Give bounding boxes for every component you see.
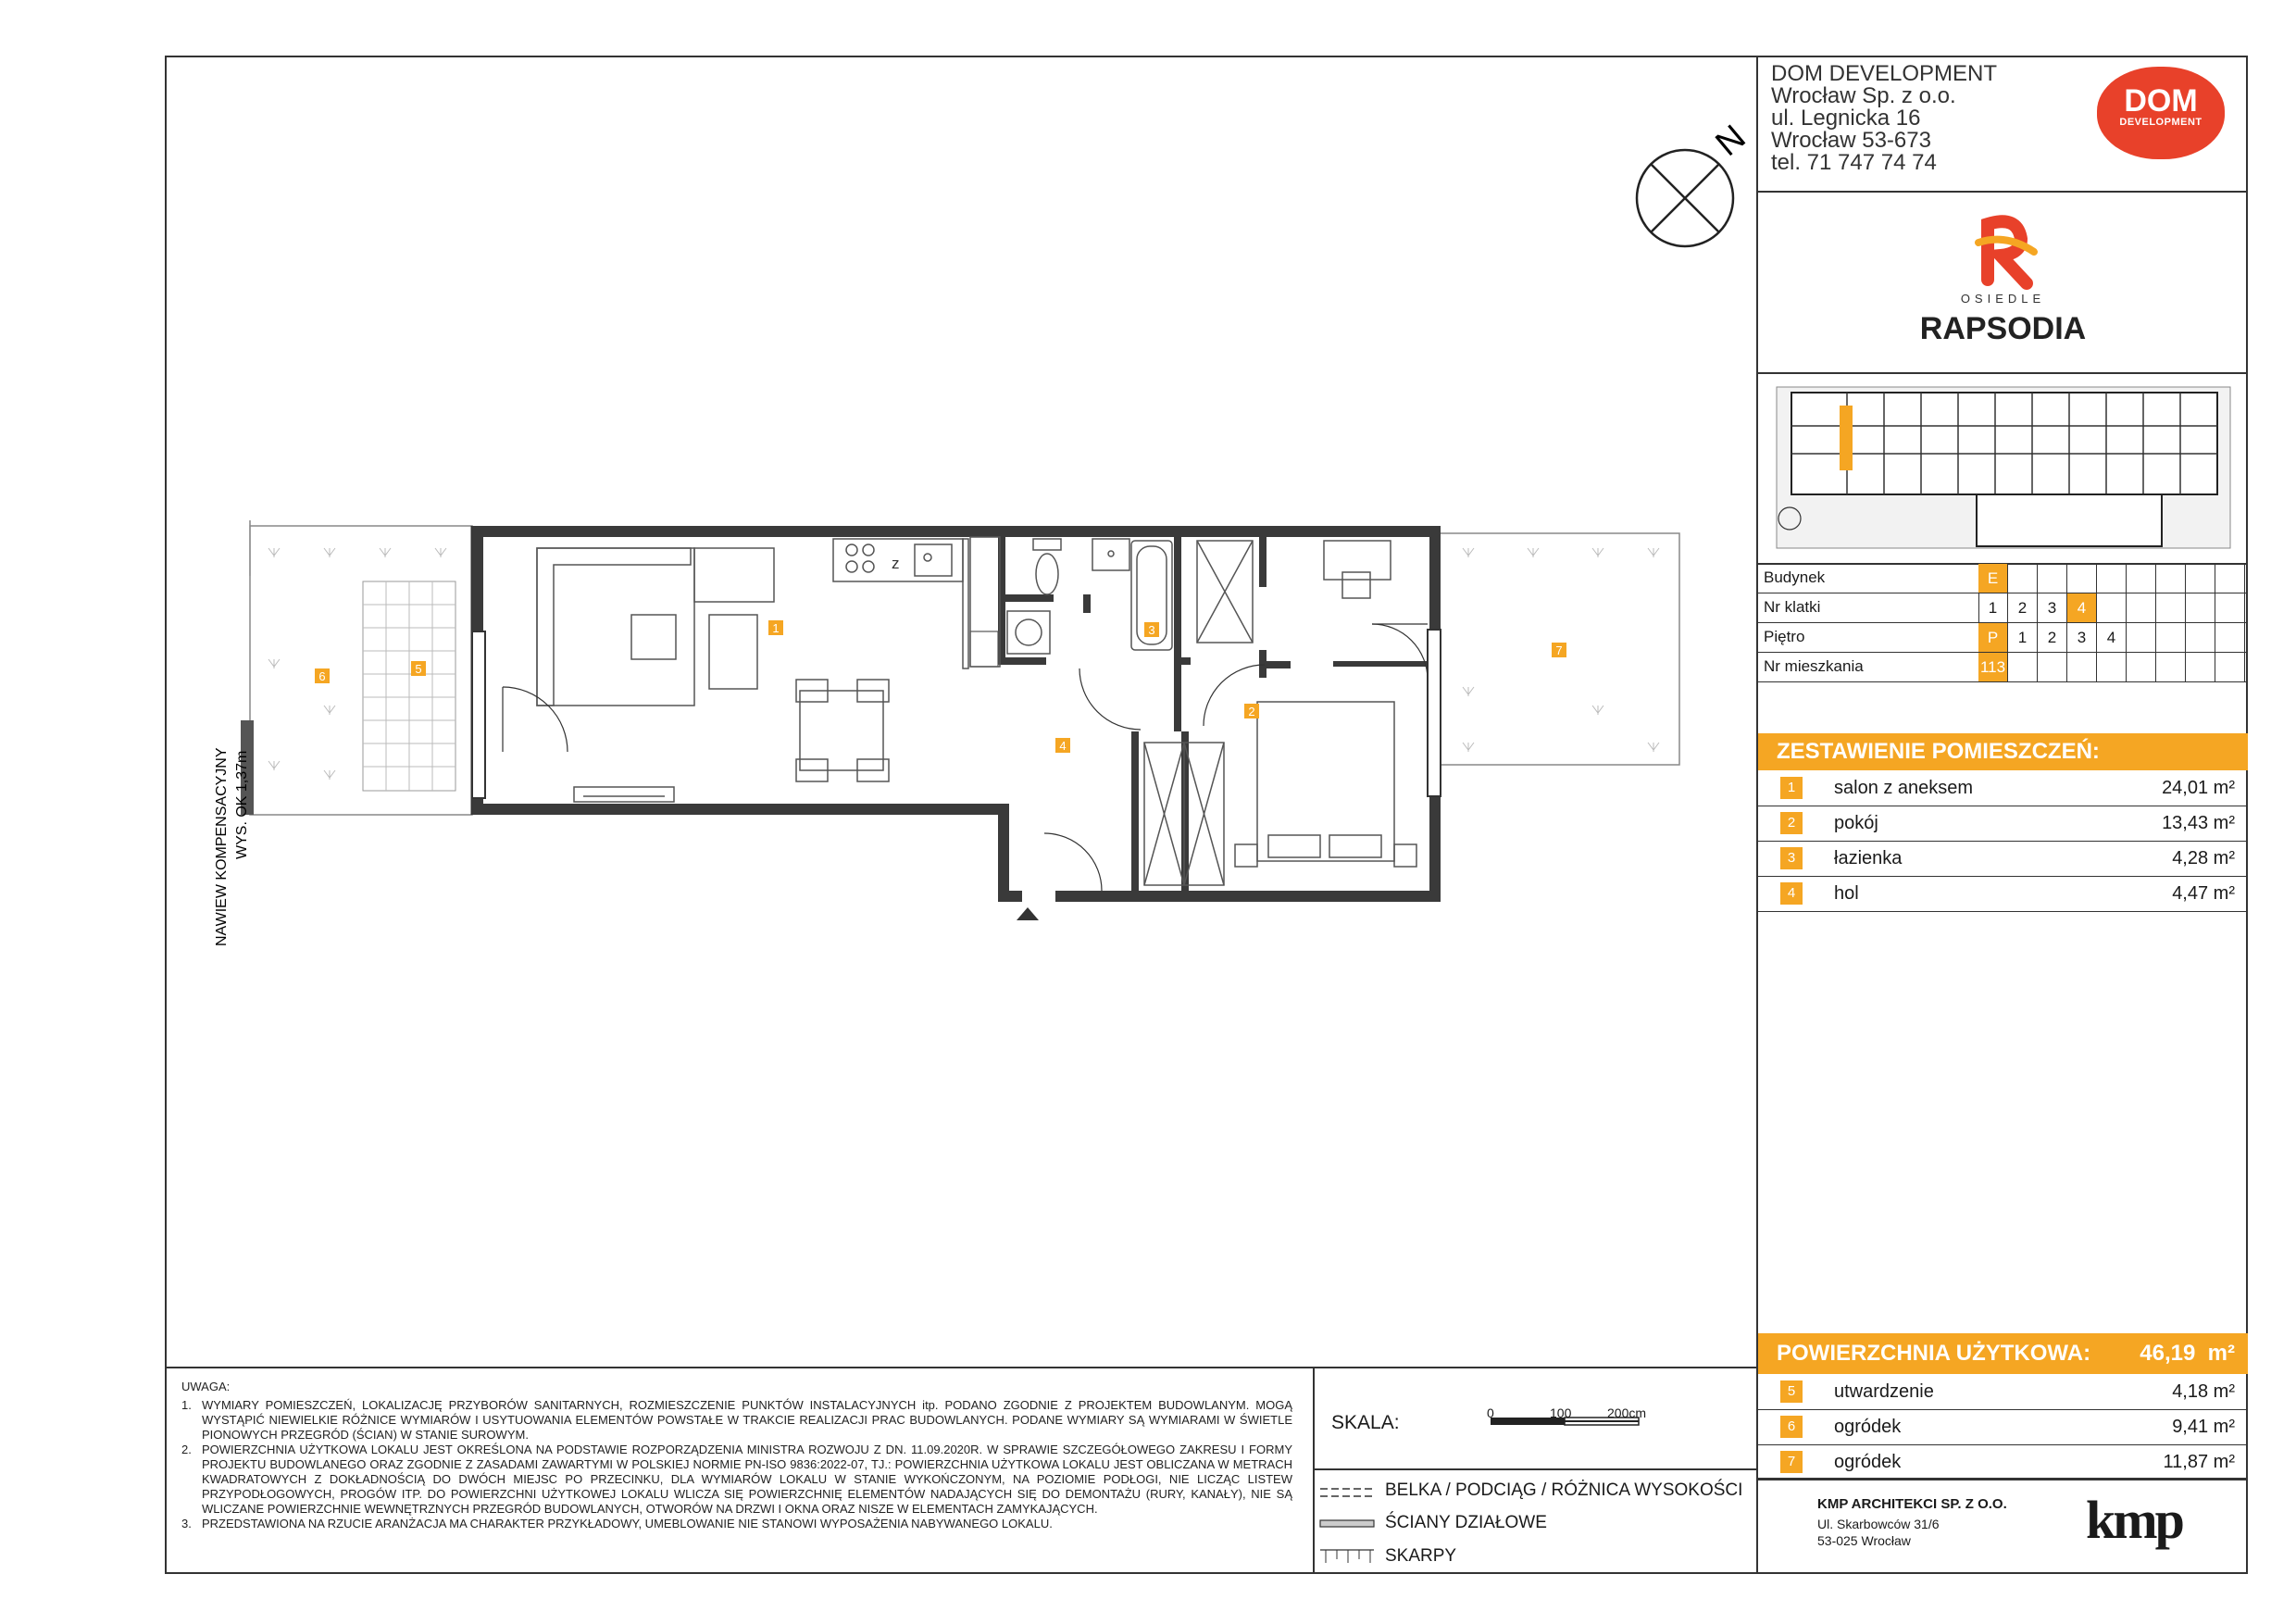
- row-number: 1: [1780, 777, 1803, 799]
- building-label: Budynek: [1764, 568, 1826, 586]
- architect-street: Ul. Skarbowców 31/6: [1817, 1517, 1940, 1531]
- kmp-logo: kmp: [2086, 1490, 2182, 1550]
- legend-divider: [1313, 1468, 1756, 1470]
- apt-label: Nr mieszkania: [1764, 657, 1864, 675]
- row-name: pokój: [1834, 813, 1878, 833]
- key-plan: [1764, 380, 2243, 556]
- row-area: 24,01 m²: [2162, 778, 2235, 798]
- area-row: [1758, 841, 2248, 877]
- row-area: 11,87 m²: [2163, 1452, 2235, 1472]
- rapsodia-logo-icon: [1960, 206, 2049, 294]
- notes-divider: [165, 1367, 1756, 1368]
- row-name: ogródek: [1834, 1417, 1902, 1437]
- row-building-empty-cell: [2008, 564, 2038, 593]
- area-row: [1758, 1374, 2248, 1410]
- row-building-empty-cell: [2127, 564, 2156, 593]
- row-apt-empty-cell: [2038, 653, 2067, 681]
- floor-label: Piętro: [1764, 628, 1805, 645]
- bay-label-line1: NAWIEW KOMPENSACYJNY: [214, 747, 230, 946]
- svg-text:5: 5: [415, 662, 422, 676]
- svg-text:7: 7: [1555, 643, 1563, 657]
- floor-plan: [167, 57, 1753, 1372]
- row-number: 4: [1780, 882, 1803, 905]
- terrace-tiles: [363, 581, 455, 791]
- note-item: 1. WYMIARY POMIESZCZEŃ, LOKALIZACJĘ PRZYBORÓW SANITARNYCH, ROZMIESZCZENIE PUNKTÓW INSTALACYJNYCH itp. PODANO ZGODNIE Z PROJEKTEM BUDOWLANYM. MOGĄ WYSTĄPIĆ NIEWIELKIE RÓŻNICE WYMIARÓW I USYTUOWANIA ELEMENTÓW POWSTAŁE W TRAKCIE REALIZACJI PRAC BUDOWLANYCH. PODANE WYMIARY SĄ WYMIARAMI W ŚWIETLE PIONOWYCH PRZEGRÓD (ŚCIAN) W STANIE SUROWYM.: [181, 1398, 1292, 1442]
- notes-separator: [1313, 1367, 1315, 1574]
- row-apt-cell: 113: [1978, 653, 2008, 681]
- tv-stand-icon: [574, 787, 674, 802]
- row-floor-cell: 2: [2038, 623, 2067, 652]
- row-area: 13,43 m²: [2162, 813, 2235, 833]
- area-row: [1758, 770, 2248, 806]
- svg-text:3: 3: [1148, 623, 1155, 637]
- row-apt-empty-cell: [2186, 653, 2215, 681]
- notes-title: UWAGA:: [181, 1380, 231, 1393]
- rooms-header: ZESTAWIENIE POMIESZCZEŃ:: [1758, 733, 2248, 770]
- company-entity: Wrocław Sp. z o.o.: [1771, 83, 1956, 108]
- svg-text:1: 1: [772, 621, 780, 635]
- company-block: [1771, 63, 1997, 174]
- sofa-icon: [537, 548, 774, 706]
- legend-symbols: [1318, 1483, 1376, 1567]
- row-floor-empty-cell: [2215, 623, 2245, 652]
- bay-label-line2: WYS. OK 1,37m: [234, 750, 250, 859]
- apartment-walls: [472, 526, 1441, 902]
- row-stair-cell: 2: [2008, 593, 2038, 622]
- row-stair-empty-cell: [2215, 593, 2245, 622]
- row-name: utwardzenie: [1834, 1381, 1934, 1402]
- row-stair-empty-cell: [2186, 593, 2215, 622]
- row-floor-empty-cell: [2156, 623, 2186, 652]
- usable-value: 46,19 m²: [2140, 1341, 2235, 1366]
- note-item: 2. POWIERZCHNIA UŻYTKOWA LOKALU JEST OKREŚLONA NA PODSTAWIE ROZPORZĄDZENIA MINISTRA ROZWOJU Z DN. 11.09.2020R. W SPRAWIE SZCZEGÓŁOWEGO ZAKRESU I FORMY PROJEKTU BUDOWLANEGO ORAZ ZGODNIE Z ZASADAMI ZAWARTYMI W POLSKIEJ NORMIE PN-ISO 9836:2022-07, TJ.: POWIERZCHNIA UŻYTKOWA LOKALU JEST OBLICZANA W METRACH KWADRATOWYCH Z DOKŁADNOŚCIĄ DO DWÓCH MIEJSC PO PRZECINKU, DLA WYMIARÓW LOKALU W STANIE WYKOŃCZONYM, NA POZIOMIE PODŁOGI, NIE LICZĄC LISTEW PRZYPODŁOGOWYCH, PROGÓW ITP. DO POWIERZCHNI UŻYTKOWEJ LOKALU WLICZA SIĘ POWIERZCHNIĘ ELEMENTÓW NADAJĄCYCH SIĘ DO DEMONTAŻU (RURY, KANAŁY), NIE SĄ WLICZANE POWIERZCHNIE WEWNĘTRZNYCH PRZEGRÓD BUDOWLANYCH, OTWORÓW NA DRZWI I OKNA ORAZ NISZE W ELEMENTACH ZAMYKAJĄCYCH.: [181, 1443, 1292, 1516]
- row-stair-empty-cell: [2156, 593, 2186, 622]
- row-apt-empty-cell: [2215, 653, 2245, 681]
- area-row: [1758, 1444, 2248, 1480]
- row-name: łazienka: [1834, 848, 1903, 868]
- info-panel: [1756, 56, 2248, 1574]
- row-number: 3: [1780, 847, 1803, 869]
- area-row: [1758, 876, 2248, 912]
- row-floor-empty-cell: [2127, 623, 2156, 652]
- row-building-empty-cell: [2067, 564, 2097, 593]
- row-building-empty-cell: [2097, 564, 2127, 593]
- row-floor-cell: P: [1978, 623, 2008, 652]
- armchair-icon: [709, 615, 757, 689]
- key-plan-highlight: [1840, 406, 1853, 470]
- note-item: 3. PRZEDSTAWIONA NA RZUCIE ARANŻACJA MA CHARAKTER PRZYKŁADOWY, UMEBLOWANIE NIE STANOWI WYPOSAŻENIA NABYWANEGO LOKALU.: [181, 1517, 1053, 1530]
- kitchen-counter: [833, 539, 968, 668]
- row-floor-cell: 1: [2008, 623, 2038, 652]
- row-stair-cell: 4: [2067, 593, 2097, 622]
- wall-legend-icon: [1320, 1520, 1374, 1527]
- cooker-mark: z: [892, 555, 900, 572]
- area-row: [1758, 1409, 2248, 1445]
- row-area: 4,28 m²: [2172, 848, 2235, 868]
- toilet-icon: [1033, 539, 1061, 594]
- garden-left: [241, 520, 472, 815]
- shower-cabinet: [1197, 541, 1253, 643]
- row-name: ogródek: [1834, 1452, 1902, 1472]
- row-number: 5: [1780, 1380, 1803, 1403]
- row-apt-empty-cell: [2067, 653, 2097, 681]
- row-stair-cell: 3: [2038, 593, 2067, 622]
- stair-label: Nr klatki: [1764, 598, 1821, 616]
- info-grid: [1758, 563, 2248, 683]
- row-building-empty-cell: [2038, 564, 2067, 593]
- bed-icon: [1235, 702, 1416, 867]
- washing-machine-icon: [1007, 611, 1050, 654]
- row-number: 2: [1780, 812, 1803, 834]
- architect-city: 53-025 Wrocław: [1817, 1533, 1911, 1548]
- company-city: Wrocław 53-673: [1771, 128, 1931, 153]
- legend-slopes: SKARPY: [1385, 1546, 1457, 1566]
- row-building-empty-cell: [2215, 564, 2245, 593]
- row-stair-empty-cell: [2097, 593, 2127, 622]
- row-floor-cell: 3: [2067, 623, 2097, 652]
- project-prefix: OSIEDLE: [1960, 292, 2046, 306]
- row-apt-empty-cell: [2127, 653, 2156, 681]
- project-name: RAPSODIA: [1919, 311, 2087, 346]
- usable-area-bar: [1758, 1333, 2248, 1374]
- north-label: N: [1708, 118, 1753, 165]
- row-name: salon z aneksem: [1834, 778, 1974, 798]
- svg-text:6: 6: [318, 669, 326, 683]
- dom-logo: DOM DEVELOPMENT: [2097, 67, 2225, 159]
- row-building-cell: E: [1978, 564, 2008, 593]
- row-apt-empty-cell: [2156, 653, 2186, 681]
- area-row: [1758, 806, 2248, 842]
- legend-walls: ŚCIANY DZIAŁOWE: [1385, 1513, 1547, 1532]
- north-arrow-icon: [1637, 118, 1753, 246]
- company-street: ul. Legnicka 16: [1771, 106, 1921, 131]
- row-apt-empty-cell: [2097, 653, 2127, 681]
- row-building-empty-cell: [2156, 564, 2186, 593]
- fridge-icon: [970, 631, 998, 667]
- row-apt-empty-cell: [2008, 653, 2038, 681]
- row-area: 9,41 m²: [2172, 1417, 2235, 1437]
- scale-tick-200: 200cm: [1607, 1405, 1647, 1420]
- company-name: DOM DEVELOPMENT: [1771, 61, 1998, 86]
- row-floor-empty-cell: [2186, 623, 2215, 652]
- sink-icon: [1092, 539, 1129, 570]
- row-stair-cell: 1: [1978, 593, 2008, 622]
- row-number: 6: [1780, 1416, 1803, 1438]
- legend-beam: BELKA / PODCIĄG / RÓŻNICA WYSOKOŚCI: [1385, 1480, 1743, 1500]
- row-floor-cell: 4: [2097, 623, 2127, 652]
- architect-name: KMP ARCHITEKCI SP. Z O.O.: [1817, 1496, 2007, 1512]
- row-area: 4,47 m²: [2172, 883, 2235, 904]
- coffee-table-icon: [631, 615, 676, 659]
- wardrobe: [1144, 743, 1224, 885]
- row-area: 4,18 m²: [2172, 1381, 2235, 1402]
- notes: [181, 1380, 1292, 1531]
- scale-tick-100: 100: [1550, 1405, 1572, 1420]
- row-name: hol: [1834, 883, 1859, 904]
- row-stair-empty-cell: [2127, 593, 2156, 622]
- row-building-empty-cell: [2186, 564, 2215, 593]
- usable-label: POWIERZCHNIA UŻYTKOWA:: [1777, 1341, 2091, 1366]
- dining-set-icon: [796, 680, 889, 781]
- row-number: 7: [1780, 1451, 1803, 1473]
- scale-label: SKALA:: [1331, 1412, 1400, 1433]
- svg-text:2: 2: [1248, 705, 1255, 718]
- entrance-marker-icon: [1017, 907, 1039, 920]
- scale-tick-0: 0: [1487, 1405, 1494, 1420]
- desk-icon: [1324, 541, 1391, 598]
- svg-text:4: 4: [1059, 739, 1067, 753]
- company-phone: tel. 71 747 74 74: [1771, 150, 1937, 175]
